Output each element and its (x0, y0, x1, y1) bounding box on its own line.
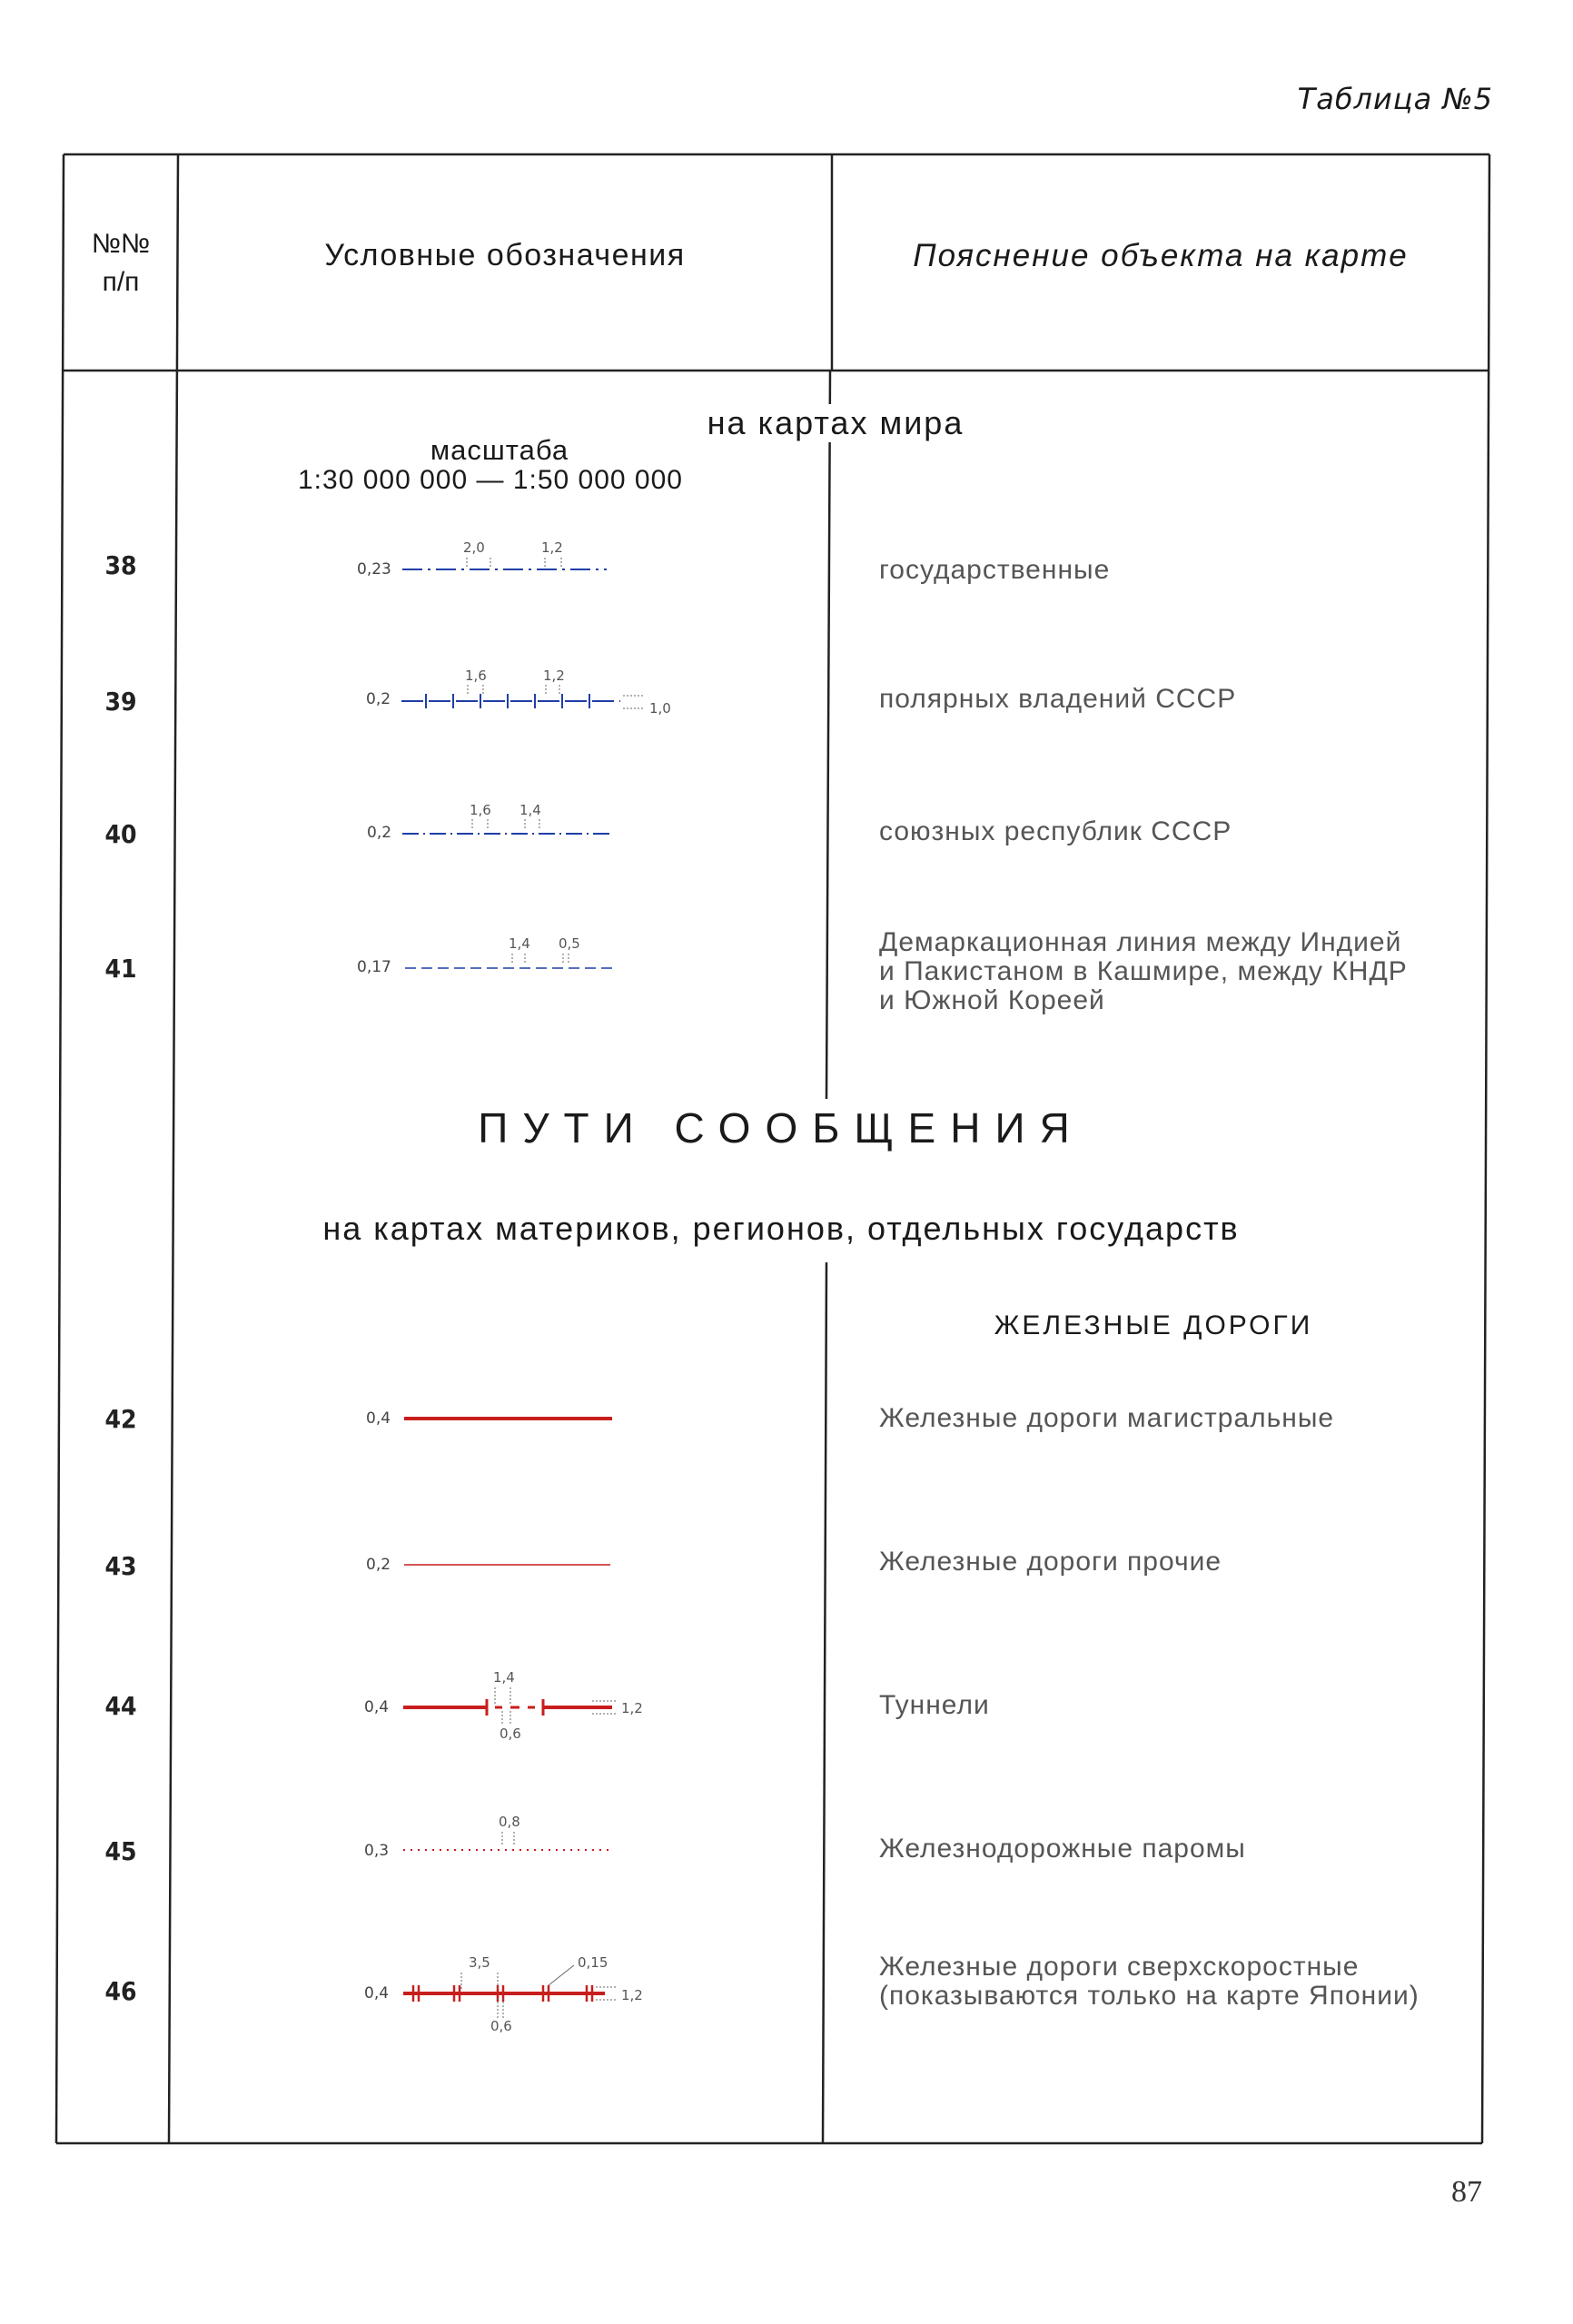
width-label-38: 0,23 (357, 560, 391, 579)
row-text-41-line2: и Пакистаном в Кашмире, между КНДР (879, 956, 1408, 986)
row-number-46: 46 (104, 1976, 137, 2006)
row-text-45: Железнодорожные паромы (879, 1834, 1246, 1864)
header-number-line1: №№ (91, 229, 151, 259)
scale-title: масштаба (430, 434, 569, 466)
symbol-46 (364, 1954, 643, 2034)
dim-41b: 0,5 (559, 935, 580, 952)
dim-41a: 1,4 (509, 935, 530, 952)
dim-40a: 1,6 (470, 802, 491, 818)
symbol-45 (364, 1814, 608, 1860)
dim-44b: 0,6 (500, 1726, 521, 1742)
page-number: 87 (1451, 2175, 1482, 2209)
row-number-38: 38 (104, 550, 137, 580)
symbol-39 (366, 668, 671, 717)
row-number-41: 41 (104, 954, 137, 984)
world-maps-heading: на картах мира (636, 404, 1035, 442)
railways-heading: ЖЕЛЕЗНЫЕ ДОРОГИ (994, 1310, 1313, 1340)
width-label-39: 0,2 (366, 690, 391, 708)
row-text-44: Туннели (879, 1690, 990, 1720)
row-text-39: полярных владений СССР (879, 684, 1237, 714)
row-text-43: Железные дороги прочие (879, 1547, 1222, 1577)
row-number-44: 44 (104, 1691, 137, 1721)
table-label: Таблица №5 (1297, 82, 1493, 116)
row-text-42: Железные дороги магистральные (879, 1403, 1335, 1433)
width-label-43: 0,2 (366, 1556, 391, 1574)
main-heading: ПУТИ СООБЩЕНИЯ (300, 1103, 1262, 1152)
width-label-41: 0,17 (357, 958, 391, 976)
row-number-45: 45 (104, 1836, 137, 1866)
width-label-46: 0,4 (364, 1984, 390, 2003)
header-number-line2: п/п (102, 267, 140, 297)
row-number-43: 43 (104, 1551, 137, 1581)
dim-46d: 0,6 (490, 2018, 512, 2034)
row-text-46-line2: (показываются только на карте Японии) (879, 1981, 1420, 2011)
row-number-40: 40 (104, 819, 137, 849)
symbol-42 (366, 1409, 612, 1428)
scale-range: 1:30 000 000 — 1:50 000 000 (297, 465, 683, 495)
symbol-44 (364, 1669, 643, 1742)
header-explanation-col: Пояснение объекта на карте (913, 238, 1409, 273)
continent-maps-heading: на картах материков, регионов, отдельных государств (182, 1210, 1380, 1248)
width-label-44: 0,4 (364, 1698, 390, 1716)
header-symbols-col: Условные обозначения (324, 238, 686, 272)
dim-46c: 1,2 (621, 1987, 643, 2003)
dim-45a: 0,8 (499, 1814, 520, 1830)
width-label-42: 0,4 (366, 1409, 391, 1428)
dim-46b: 0,15 (578, 1954, 608, 1971)
row-text-41-line1: Демаркационная линия между Индией (879, 927, 1402, 957)
row-number-39: 39 (104, 687, 137, 717)
dim-39b: 1,2 (543, 668, 565, 684)
width-label-45: 0,3 (364, 1842, 390, 1860)
symbol-43 (366, 1556, 610, 1574)
symbol-40 (367, 802, 612, 842)
row-text-46-line1: Железные дороги сверхскоростные (879, 1952, 1360, 1982)
dim-39a: 1,6 (465, 668, 487, 684)
symbol-38 (357, 539, 607, 579)
dim-44a: 1,4 (493, 1669, 515, 1686)
row-text-38: государственные (879, 555, 1111, 585)
dim-39c: 1,0 (649, 700, 671, 717)
row-number-42: 42 (104, 1404, 137, 1434)
dim-46a: 3,5 (469, 1954, 490, 1971)
dim-38b: 1,2 (541, 539, 563, 556)
dim-40b: 1,4 (519, 802, 541, 818)
symbol-41 (357, 935, 612, 976)
dim-44c: 1,2 (621, 1700, 643, 1716)
row-text-41-line3: и Южной Кореей (879, 985, 1105, 1015)
width-label-40: 0,2 (367, 824, 392, 842)
dim-38a: 2,0 (463, 539, 485, 556)
row-text-40: союзных республик СССР (879, 816, 1232, 846)
